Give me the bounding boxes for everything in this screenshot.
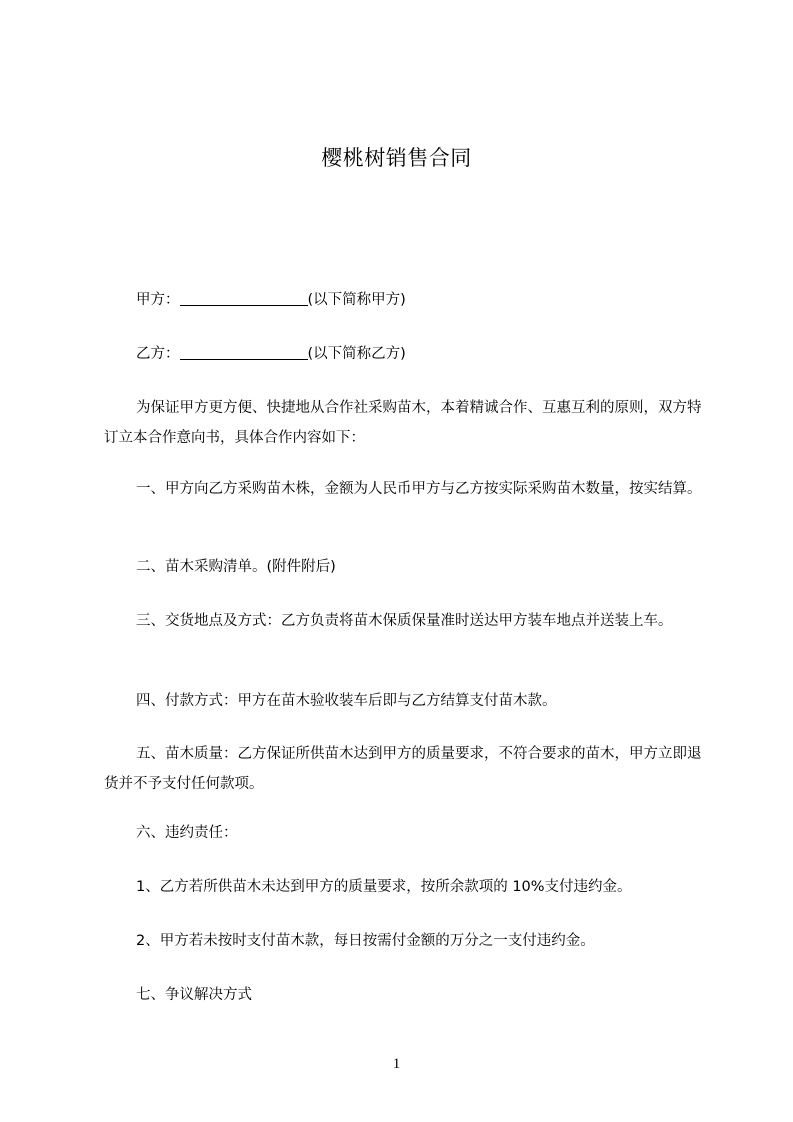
clause-5: 五、苗木质量：乙方保证所供苗木达到甲方的质量要求，不符合要求的苗木，甲方立即退货并不予支付任何款项。 — [104, 746, 702, 792]
clause-6-item-2: 2、甲方若未按时支付苗木款，每日按需付金额的万分之一支付违约金。 — [136, 933, 595, 949]
clause-6: 六、违约责任： — [136, 825, 238, 841]
clause-1: 一、甲方向乙方采购苗木株，金额为人民币甲方与乙方按实际采购苗木数量，按实结算。 — [136, 481, 702, 497]
party-b-blank — [180, 344, 308, 360]
party-b-line — [136, 339, 706, 369]
clause-6-item-1: 1、乙方若所供苗木未达到甲方的质量要求，按所余款项的 10%支付违约金。 — [136, 879, 632, 895]
party-b-label: 乙方： — [136, 346, 180, 362]
party-a-note: (以下简称甲方) — [307, 292, 406, 308]
party-a-blank — [180, 290, 308, 306]
party-a-label: 甲方： — [136, 292, 180, 308]
clause-2: 二、苗木采购清单。(附件附后) — [136, 559, 336, 575]
party-b-note: (以下简称乙方) — [307, 346, 406, 362]
contract-title: 樱桃树销售合同 — [321, 146, 472, 170]
intro-paragraph: 为保证甲方更方便、快捷地从合作社采购苗木，本着精诚合作、互惠互利的原则，双方特订立本合作意向书，具体合作内容如下： — [104, 400, 702, 446]
party-a-line — [136, 285, 706, 315]
clause-3: 三、交货地点及方式：乙方负责将苗木保质保量准时送达甲方装车地点并送装上车。 — [136, 613, 673, 629]
clause-7: 七、争议解决方式 — [136, 987, 252, 1003]
page-number: 1 — [392, 1056, 401, 1072]
clause-4: 四、付款方式：甲方在苗木验收装车后即与乙方结算支付苗木款。 — [136, 693, 557, 709]
